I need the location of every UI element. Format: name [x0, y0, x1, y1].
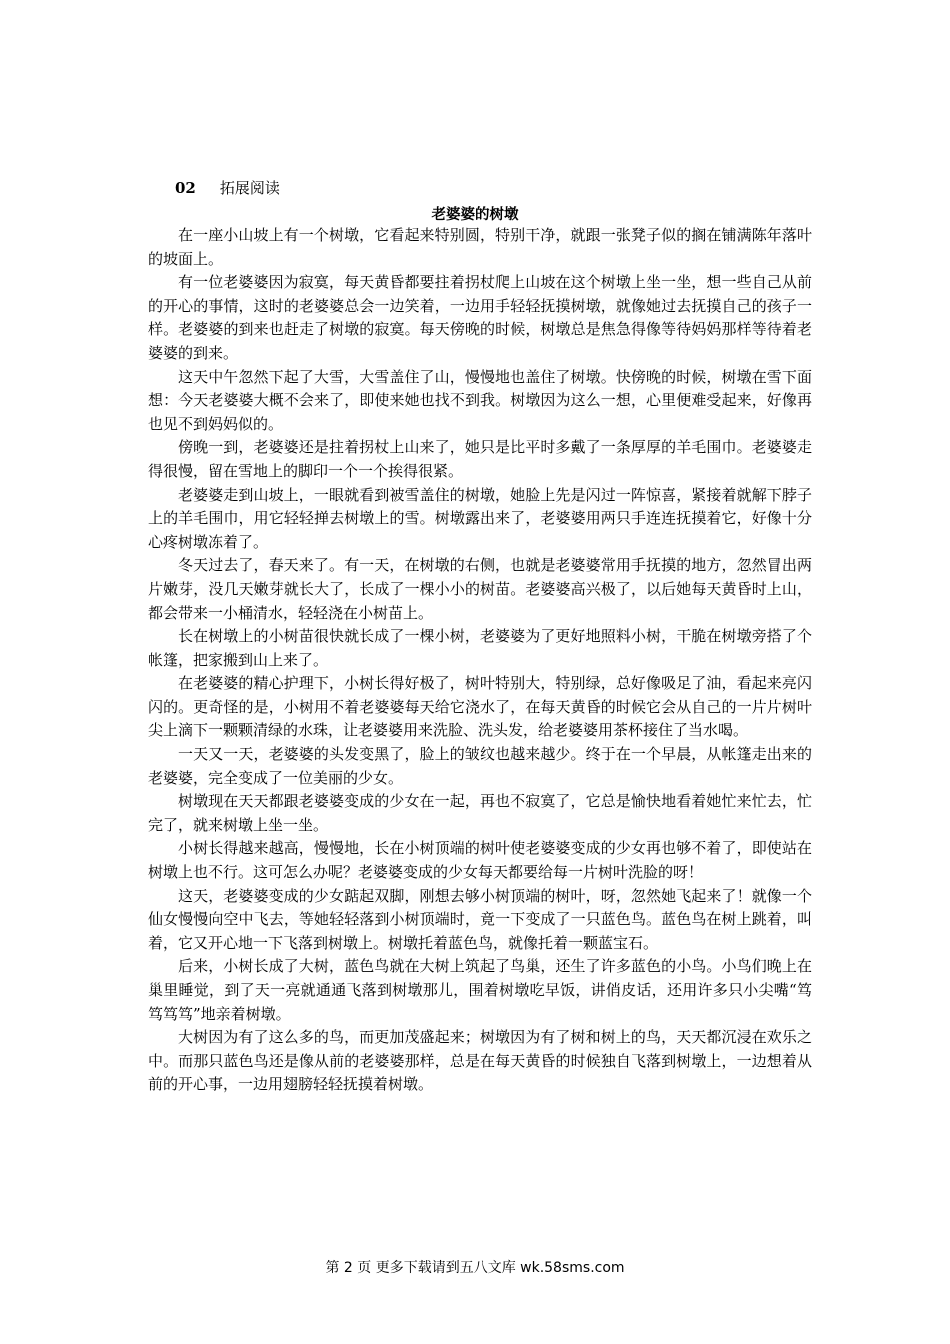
paragraph-7: 长在树墩上的小树苗很快就长成了一棵小树，老婆婆为了更好地照料小树，干脆在树墩旁搭了个帐篷，把家搬到山上来了。: [148, 627, 812, 669]
paragraph-3: 这天中午忽然下起了大雪，大雪盖住了山，慢慢地也盖住了树墩。快傍晚的时候，树墩在雪下面想：今天老婆婆大概不会来了，即使来她也找不到我。树墩因为这么一想，心里便难受起来，好像再也见不到妈妈似的。: [148, 367, 812, 433]
story-title: 老婆婆的树墩: [431, 207, 519, 223]
paragraph-12: 这天，老婆婆变成的少女踮起双脚，刚想去够小树顶端的树叶，呀，忽然她飞起来了！就像一个仙女慢慢向空中飞去，等她轻轻落到小树顶端时，竟一下变成了一只蓝色鸟。蓝色鸟在树上跳着，叫着，它又开心地一下飞落到树墩上。树墩托着蓝色鸟，就像托着一颗蓝宝石。: [148, 886, 812, 952]
paragraph-5: 老婆婆走到山坡上，一眼就看到被雪盖住的树墩，她脸上先是闪过一阵惊喜，紧接着就解下脖子上的羊毛围巾，用它轻轻掸去树墩上的雪。树墩露出来了，老婆婆用两只手连连抚摸着它，好像十分心疼树墩冻着了。: [148, 485, 812, 551]
section-heading: [175, 177, 280, 198]
section-label: 拓展阅读: [219, 179, 280, 197]
paragraph-6: 冬天过去了，春天来了。有一天，在树墩的右侧，也就是老婆婆常用手抚摸的地方，忽然冒出两片嫩芽，没几天嫩芽就长大了，长成了一棵小小的树苗。老婆婆高兴极了，以后她每天黄昏时上山，都会带来一小桶清水，轻轻浇在小树苗上。: [148, 556, 812, 622]
paragraph-2: 有一位老婆婆因为寂寞，每天黄昏都要拄着拐杖爬上山坡在这个树墩上坐一坐，想一些自己从前的开心的事情，这时的老婆婆总会一边笑着，一边用手轻轻抚摸树墩，就像她过去抚摸自己的孩子一样。老婆婆的到来也赶走了树墩的寂寞。每天傍晚的时候，树墩总是焦急得像等待妈妈那样等待着老婆婆的到来。: [148, 273, 812, 362]
paragraph-11: 小树长得越来越高，慢慢地，长在小树顶端的树叶使老婆婆变成的少女再也够不着了，即使站在树墩上也不行。这可怎么办呢？老婆婆变成的少女每天都要给每一片树叶洗脸的呀！: [148, 839, 812, 882]
story-body: [148, 224, 812, 1097]
section-number: 02: [175, 179, 196, 197]
paragraph-8: 在老婆婆的精心护理下，小树长得好极了，树叶特别大，特别绿，总好像吸足了油，看起来亮闪闪的。更奇怪的是，小树用不着老婆婆每天给它浇水了，在每天黄昏的时候它会从自己的一片片树叶尖上滴下一颗颗清绿的水珠，让老婆婆用来洗脸、洗头发，给老婆婆用茶杯接住了当水喝。: [148, 674, 812, 740]
paragraph-4: 傍晚一到，老婆婆还是拄着拐杖上山来了，她只是比平时多戴了一条厚厚的羊毛围巾。老婆婆走得很慢，留在雪地上的脚印一个一个挨得很紧。: [148, 438, 812, 480]
paragraph-14: 大树因为有了这么多的鸟，而更加茂盛起来；树墩因为有了树和树上的鸟，天天都沉浸在欢乐之中。而那只蓝色鸟还是像从前的老婆婆那样，总是在每天黄昏的时候独自飞落到树墩上，一边想着从前的开心事，一边用翅膀轻轻抚摸着树墩。: [148, 1028, 812, 1094]
paragraph-9: 一天又一天，老婆婆的头发变黑了，脸上的皱纹也越来越少。终于在一个早晨，从帐篷走出来的老婆婆，完全变成了一位美丽的少女。: [148, 745, 812, 787]
page-footer: 第 2 页 更多下载请到五八文库 wk.58sms.com: [325, 1260, 625, 1276]
paragraph-10: 树墩现在天天都跟老婆婆变成的少女在一起，再也不寂寞了，它总是愉快地看着她忙来忙去，忙完了，就来树墩上坐一坐。: [148, 792, 812, 834]
paragraph-1: 在一座小山坡上有一个树墩，它看起来特别圆，特别干净，就跟一张凳子似的搁在铺满陈年落叶的坡面上。: [148, 226, 812, 268]
paragraph-13: 后来，小树长成了大树，蓝色鸟就在大树上筑起了鸟巢，还生了许多蓝色的小鸟。小鸟们晚上在巢里睡觉，到了天一亮就通通飞落到树墩那儿，围着树墩吃早饭，讲俏皮话，还用许多只小尖嘴“笃笃笃笃”地亲着树墩。: [148, 957, 812, 1023]
